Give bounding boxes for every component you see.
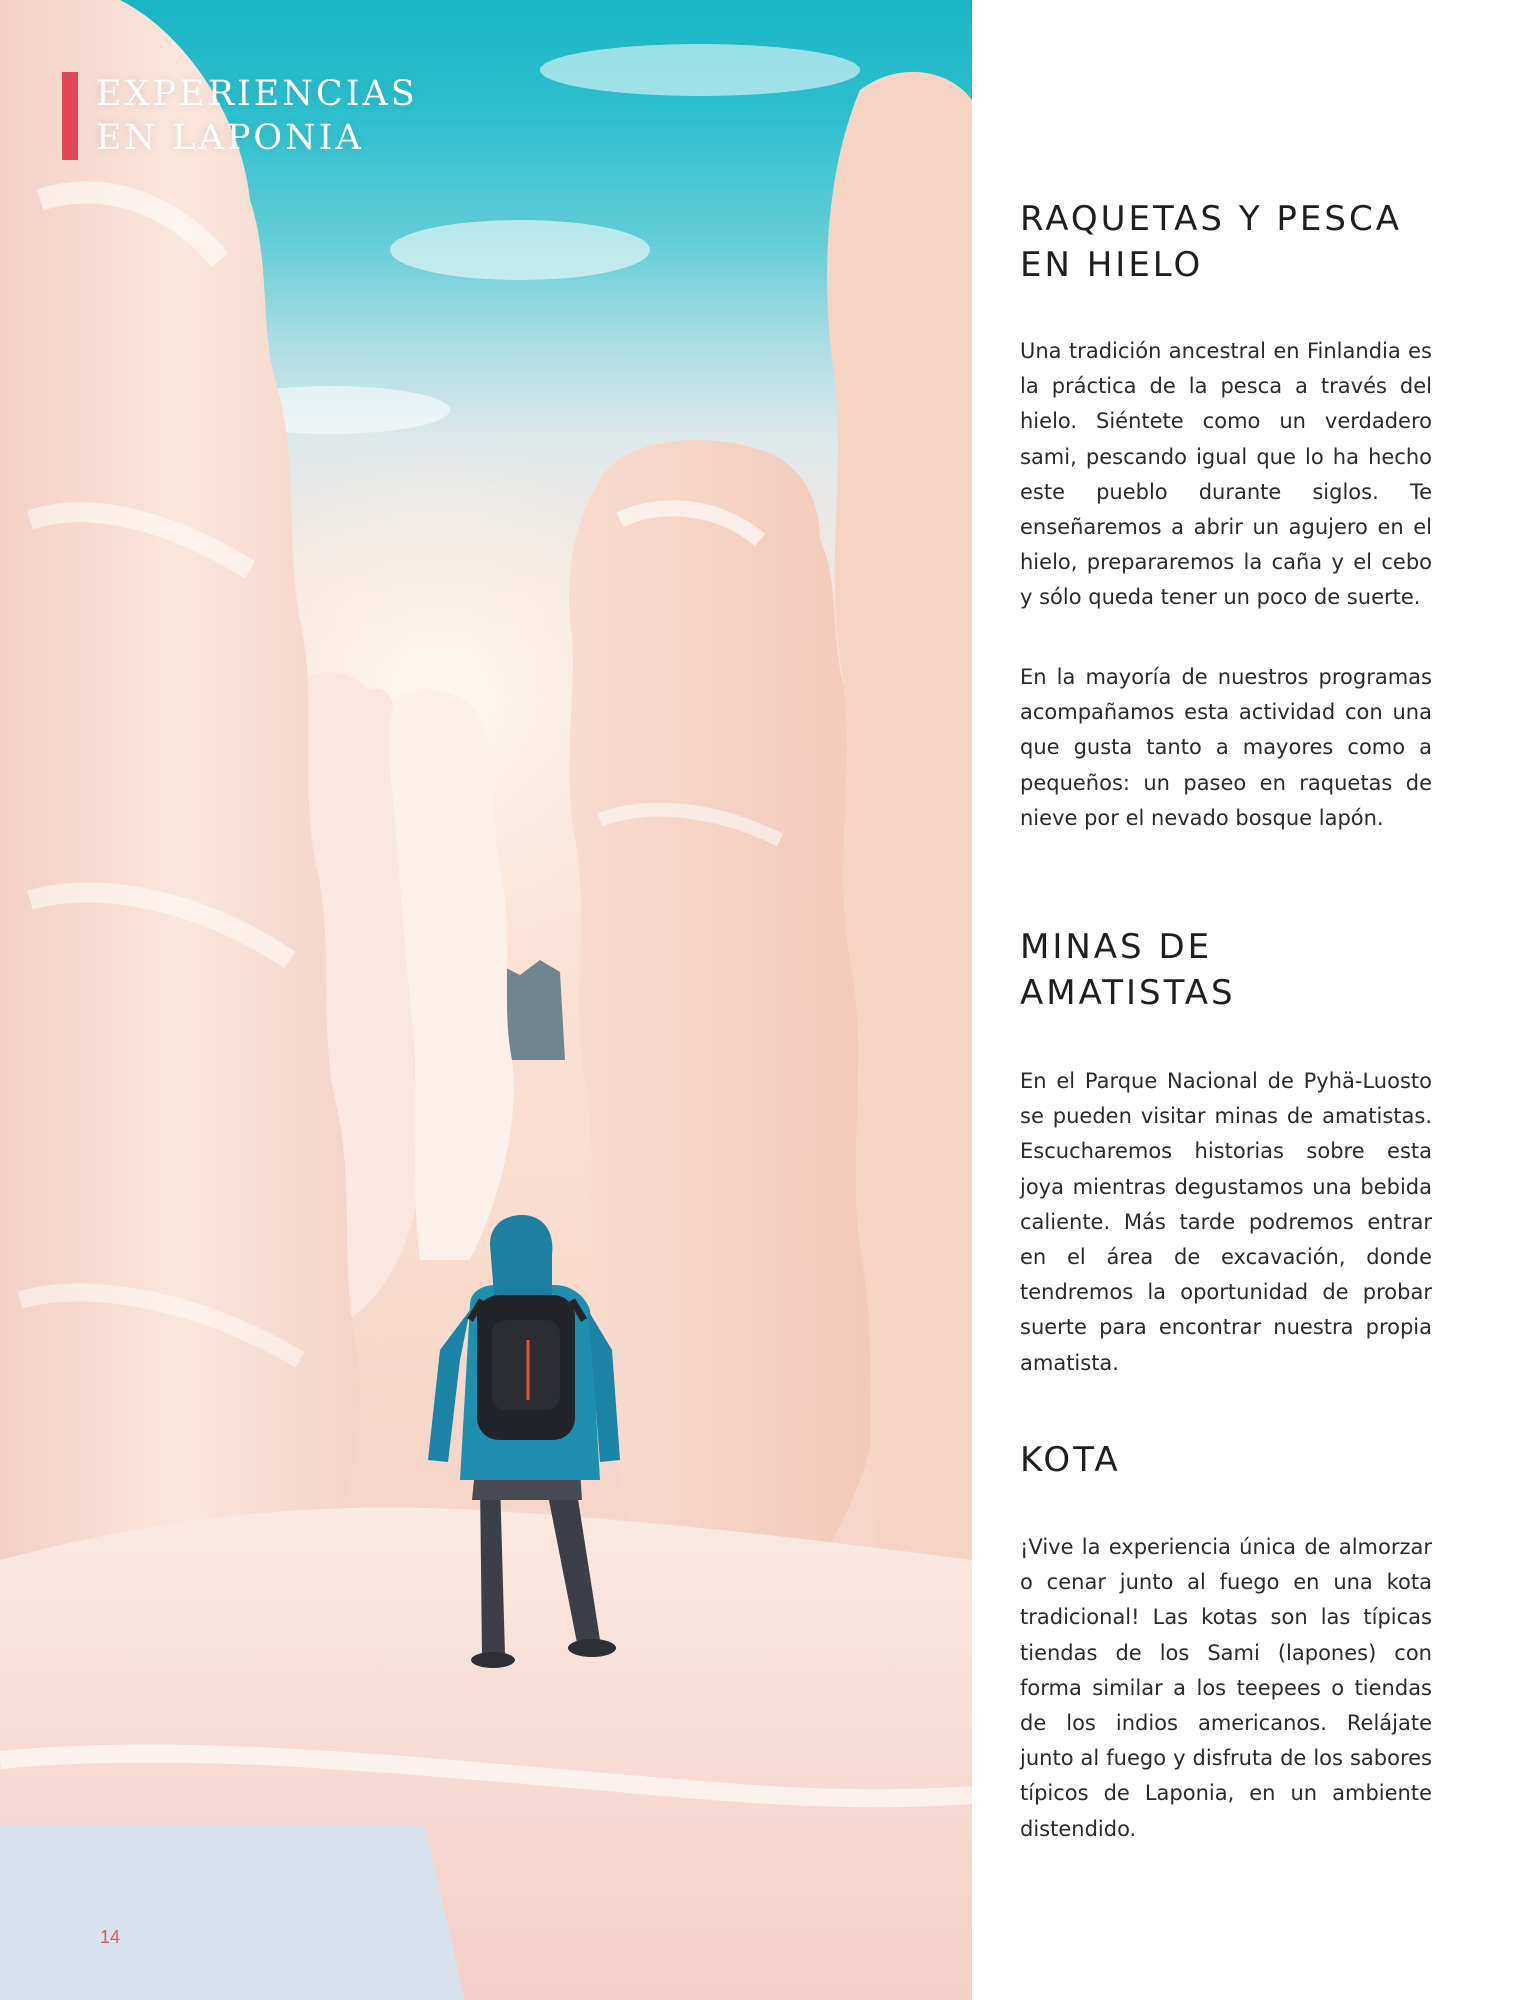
section-paragraph: ¡Vive la experiencia única de almorzar o cenar junto al fuego en una kota tradicional! Las kotas son las típicas tiendas de los Sami (lapones) con forma similar a los teepees o tiendas de los indios americanos. Relájate junto al fuego y disfruta de los sabores típicos de Laponia, en un ambiente distendido. bbox=[1020, 1535, 1432, 1841]
brand-title-line1: EXPERIENCIAS bbox=[96, 74, 418, 114]
section-heading-minas bbox=[1020, 924, 1450, 1016]
brand-title-line2: EN LAPONIA bbox=[96, 118, 364, 158]
corner-decoration bbox=[0, 1826, 465, 2000]
section-heading-kota bbox=[1020, 1437, 1450, 1483]
center-right-tree bbox=[569, 440, 881, 1560]
brand-title bbox=[96, 72, 418, 160]
section-paragraph: Una tradición ancestral en Finlandia es la práctica de la pesca a través del hielo. Siéntete como un verdadero sami, pescando igual que lo ha hecho este pueblo durante siglos. Te enseñaremos a abrir un agujero en el hielo, prepararemos la caña y el cebo y sólo queda tener un poco de suerte. bbox=[1020, 339, 1432, 610]
heading-line: EN HIELO bbox=[1020, 245, 1204, 285]
heading-line: RAQUETAS Y PESCA bbox=[1020, 199, 1402, 239]
heading-line: KOTA bbox=[1020, 1440, 1121, 1480]
left-giant-tree bbox=[0, 0, 360, 1690]
section-paragraph: En la mayoría de nuestros programas acompañamos esta actividad con una que gusta tanto a mayores como a pequeños: un paseo en raquetas de nieve por el nevado bosque lapón. bbox=[1020, 665, 1432, 830]
heading-line: AMATISTAS bbox=[1020, 973, 1236, 1013]
section-heading-raquetas bbox=[1020, 196, 1450, 288]
heading-line: MINAS DE bbox=[1020, 927, 1213, 967]
brand-accent-bar bbox=[62, 72, 78, 160]
brand-header bbox=[62, 72, 418, 160]
section-paragraph: En el Parque Nacional de Pyhä-Luosto se pueden visitar minas de amatistas. Escucharemos historias sobre esta joya mientras degustamos una bebida caliente. Más tarde podremos entrar en el área de excavación, donde tendremos la oportunidad de probar suerte para encontrar nuestra propia amatista. bbox=[1020, 1069, 1432, 1375]
page-number: 14 bbox=[100, 1927, 121, 1947]
